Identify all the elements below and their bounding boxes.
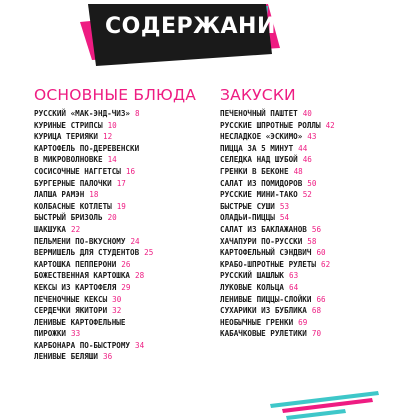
entry-page-number: 17: [116, 178, 126, 188]
entry-title: НЕСЛАДКОЕ «ЭСКИМО»: [220, 132, 303, 142]
entry-page-number: 48: [293, 166, 303, 176]
entry-page-number: 40: [302, 109, 312, 118]
entry-page-number: 8: [135, 109, 140, 118]
toc-entry: [220, 305, 415, 317]
entry-title: ПИРОЖКИ: [34, 329, 67, 339]
toc-entry: [34, 305, 219, 317]
entry-page-number: 62: [321, 259, 331, 269]
entry-page-number: 69: [298, 317, 308, 327]
entry-title: ШАКШУКА: [34, 224, 67, 234]
toc-entry: [220, 201, 415, 213]
entry-page-number: 19: [116, 201, 126, 211]
entry-page-number: 16: [125, 166, 136, 176]
entry-page-number: 66: [316, 294, 326, 304]
toc-entry: [34, 108, 219, 120]
toc-entry: [34, 120, 219, 132]
entry-page-number: 70: [311, 329, 322, 339]
toc-entry: [220, 236, 415, 248]
toc-entry: [220, 328, 415, 340]
entry-title: КАРТОШКА ПЕППЕРОНИ: [34, 259, 117, 269]
toc-entry: [220, 189, 415, 201]
toc-entry: [34, 224, 219, 236]
entry-page-number: 64: [289, 282, 299, 292]
entry-title: СЕРДЕЧКИ ЯКИТОРИ: [34, 306, 108, 316]
entry-title: НЕОБЫЧНЫЕ ГРЕНКИ: [220, 317, 294, 327]
entry-page-number: 50: [307, 178, 317, 188]
entry-page-number: 42: [325, 120, 335, 130]
entry-page-number: 20: [107, 213, 117, 223]
entry-title: САЛАТ ИЗ ПОМИДОРОВ: [220, 178, 303, 188]
entry-page-number: 14: [107, 155, 117, 165]
entry-page-number: 63: [289, 271, 299, 281]
toc-list: [220, 108, 415, 340]
toc-entry: [34, 201, 219, 213]
entry-title: БУРГЕРНЫЕ ПАЛОЧКИ: [34, 178, 112, 188]
toc-entry: [220, 212, 415, 224]
entry-page-number: 22: [71, 224, 81, 234]
entry-page-number: 25: [144, 248, 154, 258]
toc-entry: [34, 328, 219, 340]
toc-entry: [220, 178, 415, 190]
entry-title: ПЕЧЕНОЧНЫЕ КЕКСЫ: [34, 294, 108, 304]
entry-page-number: 33: [71, 329, 81, 339]
entry-title: ПЕЛЬМЕНИ ПО-ВКУСНОМУ: [34, 236, 126, 246]
entry-title: БОЖЕСТВЕННАЯ КАРТОШКА: [34, 271, 131, 281]
toc-entry: [220, 154, 415, 166]
toc-entry: [34, 247, 219, 259]
toc-list: [34, 108, 219, 363]
toc-entry: [220, 259, 415, 271]
toc-entry: [34, 166, 219, 178]
entry-title: РУССКИЕ ШПРОТНЫЕ РОЛЛЫ: [220, 120, 321, 130]
entry-page-number: 36: [103, 352, 113, 362]
entry-title: ЛЕНИВЫЕ КАРТОФЕЛЬНЫЕ: [34, 317, 126, 327]
toc-entry: [34, 340, 219, 352]
entry-title: КУРИЦА ТЕРИЯКИ: [34, 132, 99, 142]
toc-entry: [220, 166, 415, 178]
entry-title: ХАЧАПУРИ ПО-РУССКИ: [220, 236, 303, 246]
entry-title: РУССКИЙ ШАШЛЫК: [220, 271, 285, 281]
toc-entry: [34, 270, 219, 282]
toc-entry: [34, 351, 219, 363]
toc-entry: [220, 120, 415, 132]
toc-entry: [34, 317, 219, 329]
entry-page-number: 53: [279, 201, 290, 211]
toc-entry: [34, 282, 219, 294]
entry-title: КАБАЧКОВЫЕ РУЛЕТИКИ: [220, 329, 307, 339]
toc-entry: [220, 108, 415, 120]
entry-page-number: 24: [130, 236, 140, 246]
entry-title: ВЕРМИШЕЛЬ ДЛЯ СТУДЕНТОВ: [34, 248, 140, 258]
toc-entry: [34, 189, 219, 201]
toc-entry: [34, 131, 219, 143]
entry-page-number: 60: [316, 248, 326, 258]
section-heading: ЗАКУСКИ: [220, 86, 296, 104]
toc-entry: [220, 317, 415, 329]
entry-title: КОЛБАСНЫЕ КОТЛЕТЫ: [34, 201, 112, 211]
entry-page-number: 18: [89, 190, 99, 200]
entry-title: КАРТОФЕЛЬНЫЙ СЭНДВИЧ: [220, 248, 312, 258]
entry-page-number: 28: [135, 271, 145, 281]
toc-entry: [34, 143, 219, 155]
entry-title: КЕКСЫ ИЗ КАРТОФЕЛЯ: [34, 282, 117, 292]
toc-entry: [34, 154, 219, 166]
entry-title: РУССКИЕ МИНИ-ТАКО: [220, 190, 298, 200]
toc-entry: [220, 224, 415, 236]
entry-title: ЛАПША РАМЭН: [34, 190, 85, 200]
toc-entry: [34, 294, 219, 306]
entry-title: СОСИСОЧНЫЕ НАГГЕТСЫ: [34, 166, 121, 176]
entry-title: САЛАТ ИЗ БАКЛАЖАНОВ: [220, 224, 307, 234]
entry-title: КАРБОНАРА ПО-БЫСТРОМУ: [34, 340, 131, 350]
toc-entry: [34, 178, 219, 190]
toc-entry: [220, 282, 415, 294]
toc-entry: [34, 259, 219, 271]
entry-title: В МИКРОВОЛНОВКЕ: [34, 155, 103, 165]
entry-title: ПЕЧЕНОЧНЫЙ ПАШТЕТ: [220, 109, 298, 118]
entry-title: ЛУКОВЫЕ КОЛЬЦА: [220, 282, 285, 292]
entry-page-number: 29: [121, 282, 131, 292]
entry-page-number: 68: [311, 306, 322, 316]
toc-entry: [34, 236, 219, 248]
entry-title: СУХАРИКИ ИЗ БУБЛИКА: [220, 306, 307, 316]
entry-page-number: 44: [298, 143, 308, 153]
toc-entry: [220, 131, 415, 143]
entry-page-number: 43: [307, 132, 317, 142]
entry-title: КУРИНЫЕ СТРИПСЫ: [34, 120, 103, 130]
entry-title: СЕЛЕДКА НАД ШУБОЙ: [220, 155, 298, 165]
section-appetizers: [220, 84, 415, 340]
entry-page-number: 34: [135, 340, 145, 350]
entry-title: БЫСТРЫЙ БРИЗОЛЬ: [34, 213, 103, 223]
entry-page-number: 56: [311, 224, 322, 234]
entry-page-number: 10: [107, 120, 117, 130]
entry-page-number: 58: [307, 236, 317, 246]
entry-title: КРАБО-ШПРОТНЫЕ РУЛЕТЫ: [220, 259, 317, 269]
entry-page-number: 12: [103, 132, 113, 142]
entry-title: ГРЕНКИ В БЕКОНЕ: [220, 166, 289, 176]
entry-title: РУССКИЙ «МАК-ЭНД-ЧИЗ»: [34, 109, 131, 118]
entry-title: ОЛАДЬИ-ПИЦЦЫ: [220, 213, 275, 223]
entry-page-number: 46: [302, 155, 312, 165]
decorative-stripes: [0, 380, 420, 420]
entry-page-number: 32: [112, 306, 122, 316]
toc-entry: [220, 270, 415, 282]
entry-title: ПИЦЦА ЗА 5 МИНУТ: [220, 143, 294, 153]
toc-entry: [34, 212, 219, 224]
entry-page-number: 30: [112, 294, 122, 304]
entry-title: КАРТОФЕЛЬ ПО-ДЕРЕВЕНСКИ: [34, 143, 140, 153]
section-heading: ОСНОВНЫЕ БЛЮДА: [34, 86, 197, 104]
entry-page-number: 26: [121, 259, 131, 269]
toc-entry: [220, 294, 415, 306]
toc-entry: [220, 143, 415, 155]
entry-title: ЛЕНИВЫЕ ПИЦЦЫ-СЛОЙКИ: [220, 294, 312, 304]
entry-page-number: 52: [302, 190, 312, 200]
page-title: СОДЕРЖАНИЕ: [105, 14, 292, 39]
entry-title: БЫСТРЫЕ СУШИ: [220, 201, 275, 211]
entry-title: ЛЕНИВЫЕ БЕЛЯШИ: [34, 352, 99, 362]
toc-entry: [220, 247, 415, 259]
entry-page-number: 54: [279, 213, 290, 223]
section-main-dishes: [34, 84, 219, 363]
